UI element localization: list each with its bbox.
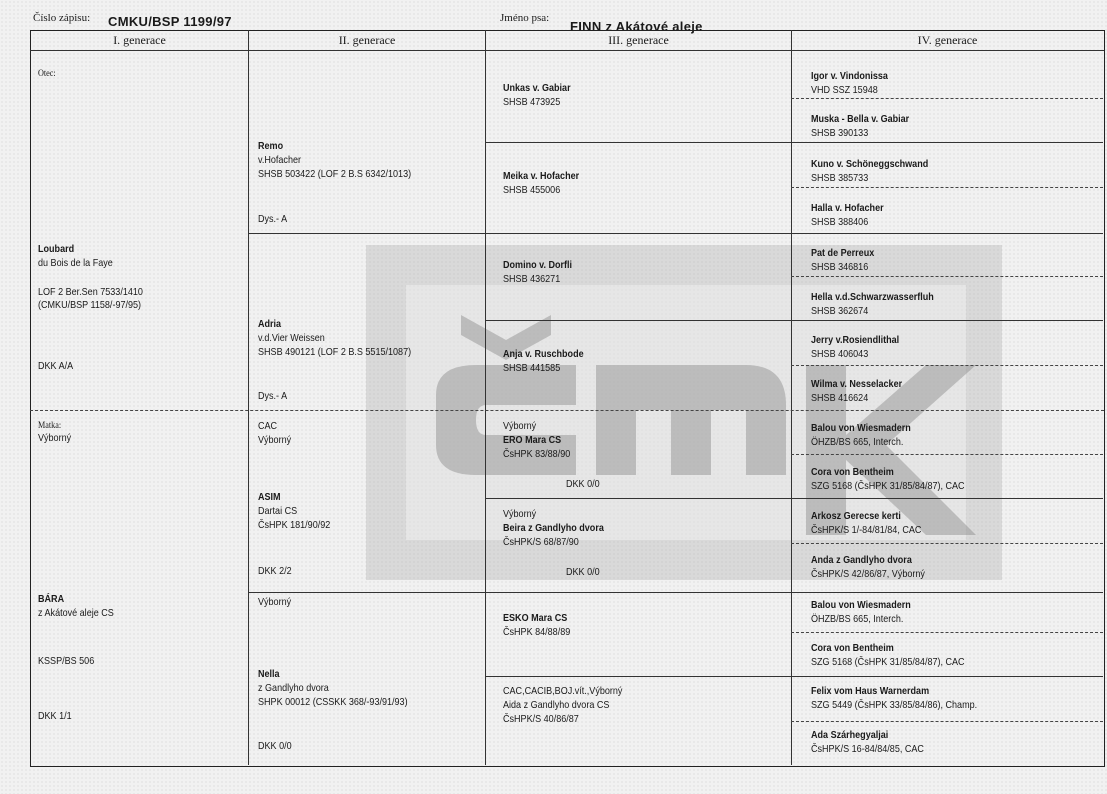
g4-ancestor-registration: SHSB 390133 [811, 127, 869, 139]
g2-adria-name: Adria [258, 318, 282, 330]
g3-unkas-name: Unkas v. Gabiar [503, 82, 571, 94]
g4-ancestor-name: Cora von Bentheim [811, 642, 894, 654]
g3-esko-registration: ČsHPK 84/88/89 [503, 626, 571, 638]
g4-ancestor-name: Jerry v.Rosiendlithal [811, 334, 900, 346]
dog-name-label: Jméno psa: [500, 12, 550, 24]
g2-asim-registration: ČsHPK 181/90/92 [258, 519, 331, 531]
g2-asim-name: ASIM [258, 491, 281, 503]
g3-beira-rating: Výborný [503, 508, 537, 520]
g3-aida-name: Aida z Gandlyho dvora CS [503, 699, 610, 711]
g4-ancestor-registration: ÖHZB/BS 665, Interch. [811, 613, 904, 625]
column-divider [485, 30, 486, 765]
dam-label: Matka: [38, 421, 62, 431]
gen4-divider [791, 365, 1103, 366]
gen4-divider [791, 98, 1103, 99]
g3-aida-titles: CAC,CACIB,BOJ.vít.,Výborný [503, 685, 623, 697]
g4-ancestor-name: Wilma v. Nesselacker [811, 378, 903, 390]
g2-adria-dysplasia: Dys.- A [258, 390, 288, 402]
g4-ancestor-registration: ČsHPK/S 42/86/87, Výborný [811, 568, 925, 580]
gen3-divider [485, 498, 1103, 499]
g3-domino-name: Domino v. Dorfli [503, 259, 573, 271]
g2-asim-title: CAC [258, 420, 278, 432]
registration-number-label: Číslo zápisu: [33, 12, 91, 24]
g2-adria-line2: v.d.Vier Weissen [258, 332, 325, 344]
dam-dkk: DKK 1/1 [38, 710, 72, 722]
gen4-divider [791, 721, 1103, 722]
g4-ancestor-registration: SHSB 406043 [811, 348, 869, 360]
g4-ancestor-registration: SHSB 388406 [811, 216, 869, 228]
g3-beira-dkk: DKK 0/0 [566, 566, 600, 578]
gen4-divider [791, 187, 1103, 188]
g4-ancestor-registration: VHD SSZ 15948 [811, 84, 878, 96]
g3-anja-registration: SHSB 441585 [503, 362, 561, 374]
gen4-divider [791, 632, 1103, 633]
g4-ancestor-registration: SHSB 362674 [811, 305, 869, 317]
g4-ancestor-registration: SZG 5168 (ČsHPK 31/85/84/87), CAC [811, 480, 965, 492]
sire-registration: LOF 2 Ber.Sen 7533/1410 [38, 286, 143, 298]
g2-remo-dysplasia: Dys.- A [258, 213, 288, 225]
g2-remo-registration: SHSB 503422 (LOF 2 B.S 6342/1013) [258, 168, 412, 180]
g2-asim-line2: Dartai CS [258, 505, 298, 517]
g3-unkas-registration: SHSB 473925 [503, 96, 561, 108]
column-divider [791, 30, 792, 765]
dam-name: BÁRA [38, 593, 65, 605]
g4-ancestor-name: Halla v. Hofacher [811, 202, 884, 214]
sire-dkk: DKK A/A [38, 360, 74, 372]
dam-rating: Výborný [38, 432, 72, 444]
g4-ancestor-name: Kuno v. Schöneggschwand [811, 158, 929, 170]
g4-ancestor-name: Pat de Perreux [811, 247, 875, 259]
g4-ancestor-name: Muska - Bella v. Gabiar [811, 113, 910, 125]
column-header-gen1: I. generace [113, 33, 166, 47]
g4-ancestor-name: Ada Szárhegyaljai [811, 729, 889, 741]
header-divider [30, 50, 1104, 51]
g2-nella-name: Nella [258, 668, 280, 680]
dam-registration: KSSP/BS 506 [38, 655, 95, 667]
g4-ancestor-registration: SZG 5168 (ČsHPK 31/85/84/87), CAC [811, 656, 965, 668]
g3-beira-registration: ČsHPK/S 68/87/90 [503, 536, 579, 548]
sire-label: Otec: [38, 69, 56, 79]
g3-anja-name: Anja v. Ruschbode [503, 348, 584, 360]
g4-ancestor-registration: SHSB 416624 [811, 392, 869, 404]
gen4-divider [791, 454, 1103, 455]
g2-nella-dkk: DKK 0/0 [258, 740, 292, 752]
sire-registration-cz: (CMKU/BSP 1158/-97/95) [38, 299, 142, 311]
g4-ancestor-registration: ČsHPK/S 16-84/84/85, CAC [811, 743, 924, 755]
gen3-divider [485, 676, 1103, 677]
g4-ancestor-name: Felix vom Haus Warnerdam [811, 685, 930, 697]
g4-ancestor-registration: SZG 5449 (ČsHPK 33/85/84/86), Champ. [811, 699, 978, 711]
g4-ancestor-registration: SHSB 385733 [811, 172, 869, 184]
g3-ero-rating: Výborný [503, 420, 537, 432]
sire-name-line2: du Bois de la Faye [38, 257, 113, 269]
g4-ancestor-name: Hella v.d.Schwarzwasserfluh [811, 291, 934, 303]
g3-aida-registration: ČsHPK/S 40/86/87 [503, 713, 579, 725]
gen3-divider [485, 320, 1103, 321]
g2-asim-rating: Výborný [258, 434, 292, 446]
gen2-divider [248, 592, 1103, 593]
gen4-divider [791, 543, 1103, 544]
g4-ancestor-registration: SHSB 346816 [811, 261, 869, 273]
g3-domino-registration: SHSB 436271 [503, 273, 561, 285]
g2-adria-registration: SHSB 490121 (LOF 2 B.S 5515/1087) [258, 346, 412, 358]
g4-ancestor-name: Cora von Bentheim [811, 466, 894, 478]
g4-ancestor-name: Arkosz Gerecse kerti [811, 510, 901, 522]
g3-esko-name: ESKO Mara CS [503, 612, 568, 624]
column-header-gen4: IV. generace [917, 33, 978, 47]
g2-nella-rating: Výborný [258, 596, 292, 608]
g3-meika-name: Meika v. Hofacher [503, 170, 580, 182]
g2-nella-registration: SHPK 00012 (CSSKK 368/-93/91/93) [258, 696, 408, 708]
g2-asim-dkk: DKK 2/2 [258, 565, 292, 577]
g4-ancestor-name: Anda z Gandlyho dvora [811, 554, 912, 566]
gen3-divider [485, 142, 1103, 143]
sire-dam-divider [30, 410, 1104, 411]
g3-ero-name: ERO Mara CS [503, 434, 562, 446]
g4-ancestor-name: Balou von Wiesmadern [811, 422, 911, 434]
sire-name: Loubard [38, 243, 75, 255]
column-header-gen2: II. generace [338, 33, 396, 47]
g3-beira-name: Beira z Gandlyho dvora [503, 522, 604, 534]
g4-ancestor-name: Igor v. Vindonissa [811, 70, 888, 82]
registration-number-value: CMKU/BSP 1199/97 [108, 14, 232, 29]
g2-remo-line2: v.Hofacher [258, 154, 301, 166]
g2-remo-name: Remo [258, 140, 284, 152]
dam-name-line2: z Akátové aleje CS [38, 607, 114, 619]
column-divider [248, 30, 249, 765]
column-header-gen3: III. generace [608, 33, 669, 47]
g4-ancestor-registration: ÖHZB/BS 665, Interch. [811, 436, 904, 448]
g4-ancestor-registration: ČsHPK/S 1/-84/81/84, CAC [811, 524, 922, 536]
g3-meika-registration: SHSB 455006 [503, 184, 561, 196]
gen2-divider [248, 233, 1103, 234]
g4-ancestor-name: Balou von Wiesmadern [811, 599, 911, 611]
dog-name-value: FINN z Akátové aleje [570, 19, 703, 34]
g2-nella-line2: z Gandlyho dvora [258, 682, 329, 694]
gen4-divider [791, 276, 1103, 277]
g3-ero-dkk: DKK 0/0 [566, 478, 600, 490]
g3-ero-registration: ČsHPK 83/88/90 [503, 448, 571, 460]
